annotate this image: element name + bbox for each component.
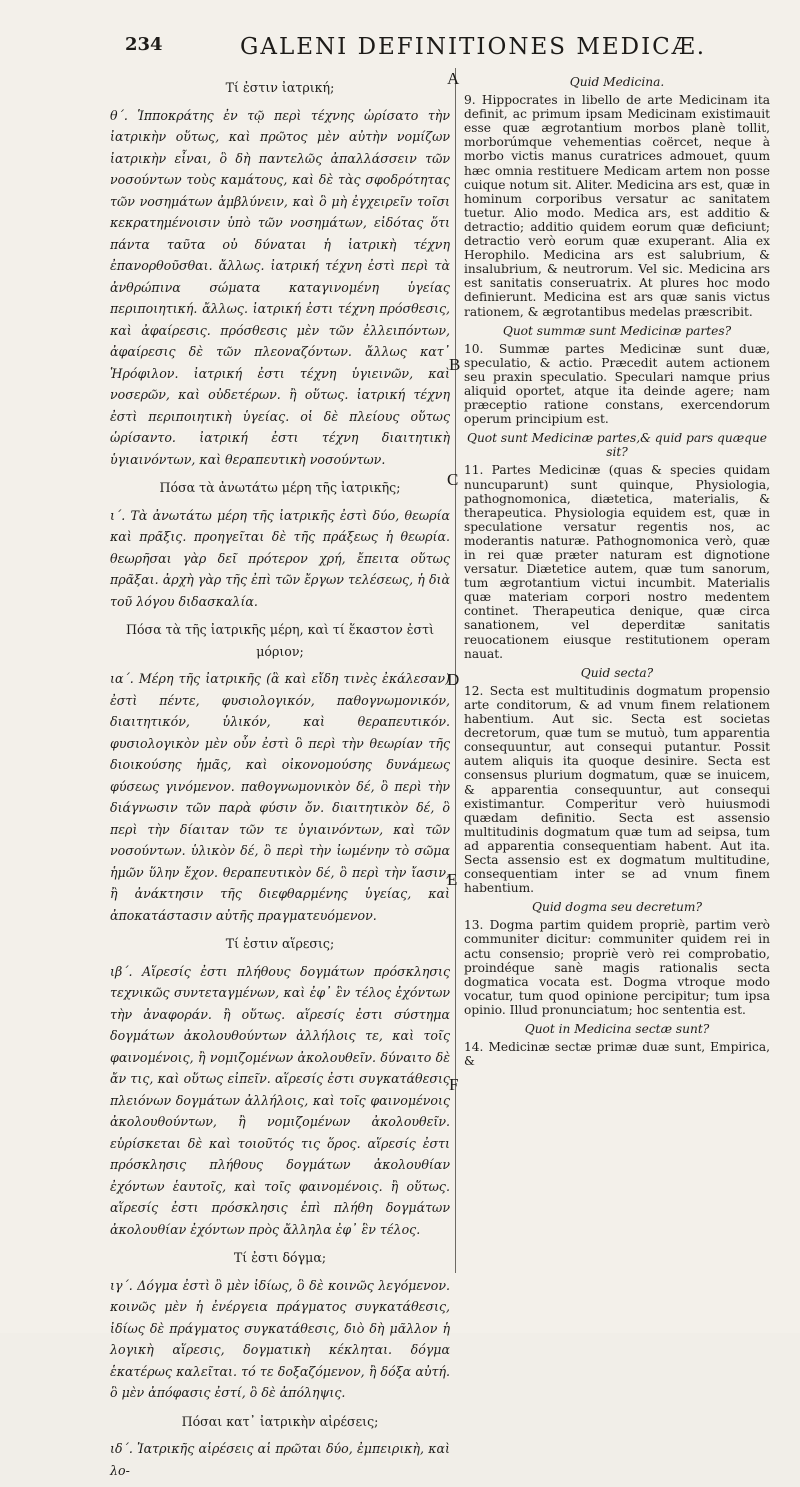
running-title: GALENI DEFINITIONES MEDICÆ. [240, 34, 707, 60]
latin-heading: Quot summæ sunt Medicinæ partes? [502, 323, 732, 338]
greek-heading: Πόσα τὰ ἀνωτάτω μέρη τῆς ἰατρικῆς; [159, 480, 401, 495]
latin-paragraph: 11. Partes Medicinæ (quas & species quidam nuncuparunt) sunt quinque, Physiologia, pathognomonica, diætetica, materialis, & therapeutica. Physiologia equidem est, quæ in speculatione versatur regentis nos, ac moderantis naturæ. Pathognomonica verò, quæ in rei quæ præter naturam est dignotione versatur. Diætetice autem, quæ tum sanorum, tum ægrotantium victui incumbit. Materialis quæ materiam corpori nostro medentem continet. Therapeutica denique, quæ circa sanationem, vel deperditæ sanitatis reuocationem eiusque restitutionem operam nauat. [464, 463, 770, 661]
greek-heading: Πόσαι κατ᾽ ἰατρικὴν αἱρέσεις; [181, 1413, 379, 1429]
latin-paragraph: 10. Summæ partes Medicinæ sunt duæ, speculatio, & actio. Præcedit autem actionem seu praxin speculatio. Speculari namque prius aliquid oportet, atque ita deinde agere; nam præceptio ratione constans, exercendorum operum principium est. [464, 341, 770, 427]
margin-marker-a: A [447, 69, 460, 88]
greek-paragraph: ιβ΄. Αἵρεσίς ἐστι πλήθους δογμάτων πρόσκλησις τεχνικῶς συντεταγμένων, καὶ ἐφ᾽ ἓν τέλος ἐχόντων τὴν ἀναφοράν. ἢ οὕτως. αἵρεσίς ἐστι σύστημα δογμάτων ἀκολουθούντων ἀλλήλοις τε, καὶ τοῖς φαινομένοις, ἢ νομιζομένων ἀκολουθεῖν. δύναιτο δὲ ἄν τις, καὶ οὕτως εἰπεῖν. αἵρεσίς ἐστι συγκατάθεσις πλειόνων δογμάτων ἀλλήλοις, καὶ τοῖς φαινομένοις ἀκολουθούντων, ἢ νομιζομένων ἀκολουθεῖν. εὑρίσκεται δὲ καὶ τοιοῦτός τις ὅρος. αἵρεσίς ἐστι πρόσκλησις πλήθους δογμάτων ἀκολουθίαν ἐχόντων ἑαυτοῖς, καὶ τοῖς φαινομένοις. ἢ οὕτως. αἵρεσίς ἐστι πρόσκλησις ἐπὶ πλήθη δογμάτων ἀκολουθίαν ἐχόντων πρὸς ἄλληλα ἐφ᾽ ἓν τέλος. [110, 963, 450, 1237]
margin-marker-d: D [447, 670, 460, 689]
greek-heading: Τί ἐστιν ἰατρική; [225, 80, 335, 95]
greek-section [110, 619, 450, 926]
latin-paragraph: 9. Hippocrates in libello de arte Medicinam ita definit, ac primum ipsam Medicinam existimauit esse quæ ægrotantium morbos planè tollit, morborúmque vehementias coërcet, neque à morbo victis manus curatrices admouet, quum hæc omnia restituere Medicam artem non posse cuique notum sit. Aliter. Medicina ars est, quæ in hominum corporibus versatur ac sanitatem tuetur. Alio modo. Medica ars, est additio & detractio; additio quidem eorum quæ deficiunt; detractio verò eorum quæ exuperant. Alia ex Herophilo. Medicina ars est salubrium, & insalubrium, & neutrorum. Vel sic. Medicina ars est sanitatis conseruatrix. At plures hoc modo definierunt. Medicina est ars quæ sanis victus rationem, & ægrotantibus medelas præscribit. [464, 93, 770, 319]
greek-section [110, 1247, 450, 1404]
greek-section [110, 1411, 450, 1482]
margin-marker-f: F [449, 1075, 459, 1094]
latin-heading: Quid Medicina. [569, 75, 665, 89]
greek-section [110, 77, 450, 470]
greek-heading: Τί ἐστι δόγμα; [233, 1250, 327, 1265]
latin-section [464, 666, 770, 896]
page-number: 234 [125, 34, 163, 55]
margin-marker-b: B [449, 355, 461, 374]
latin-column [464, 70, 770, 1072]
latin-paragraph: 14. Medicinæ sectæ primæ duæ sunt, Empirica, & [464, 1040, 770, 1069]
greek-paragraph: ιδ΄. Ἰατρικῆς αἱρέσεις αἱ πρῶται δύο, ἐμπειρικὴ, καὶ λο- [110, 1441, 450, 1478]
latin-section [464, 324, 770, 427]
latin-section [464, 900, 770, 1017]
page-header [0, 28, 800, 68]
greek-section [110, 477, 450, 612]
latin-heading: Quid dogma seu decretum? [532, 900, 702, 915]
latin-section [464, 431, 770, 661]
latin-section [464, 75, 770, 319]
latin-section [464, 1022, 770, 1068]
greek-section [110, 933, 450, 1240]
latin-heading: Quid secta? [580, 665, 654, 680]
latin-paragraph: 12. Secta est multitudinis dogmatum propensio arte conditorum, & ad vnum finem relationem habentium. Aut sic. Secta est societas decretorum, quæ tum se mutuò, tum apparentia consequuntur, aut consequi putantur. Possit autem aliquis ita quoque desinire. Secta est consensus plurium dogmatum, quæ se inuicem, & apparentia consequuntur, aut consequi existimantur. Comperitur verò huiusmodi quædam definitio. Secta est assensio multitudinis dogmatum quæ tum ad seipsa, tum ad apparentia consequentiam habent. Aut ita. Secta assensio est ex dogmatum multitudine, consequentiam inter se ad vnum finem habentium. [464, 683, 770, 896]
margin-marker-c: C [447, 470, 459, 489]
greek-paragraph: θ΄. Ἱπποκράτης ἐν τῷ περὶ τέχνης ὡρίσατο τὴν ἰατρικὴν οὕτως, καὶ πρῶτος μὲν αὐτὴν νομίζων ἰατρικὴν εἶναι, ὃ δὴ παντελῶς ἀπαλλάσσειν τῶν νοσούντων τοὺς καμάτους, καὶ δὲ τὰς σφοδρότητας τῶν νοσημάτων ἀμβλύνειν, καὶ ὃ μὴ ἐγχειρεῖν τοῖσι κεκρατημένοισιν ὑπὸ τῶν νοσημάτων, εἰδότας ὅτι πάντα ταῦτα οὐ δύναται ἡ ἰατρικὴ τέχνη ἐπανορθοῦσθαι. ἄλλως. ἰατρική τέχνη ἐστὶ περὶ τὰ ἀνθρώπινα σώματα καταγινομένη ὑγείας περιποιητική. ἄλλως. ἰατρική ἐστι τέχνη πρόσθεσις, καὶ ἀφαίρεσις. πρόσθεσις μὲν τῶν ἐλλειπόντων, ἀφαίρεσις δὲ τῶν πλεοναζόντων. ἄλλως κατ᾽ Ἡρόφιλον. ἰατρική ἐστι τέχνη ὑγιεινῶν, καὶ νοσερῶν, καὶ οὐδετέρων. ἢ οὕτως. ἰατρική τέχνη ἐστὶ περιποιητικὴ ὑγείας. οἱ δὲ πλείους οὕτως ὡρίσαντο. ἰατρική ἐστι τέχνη διαιτητικὴ ὑγιαινόντων, καὶ θεραπευτικὴ νοσούντων. [110, 107, 450, 467]
greek-heading: Τί ἐστιν αἵρεσις; [225, 936, 335, 951]
latin-heading: Quot in Medicina sectæ sunt? [524, 1022, 710, 1036]
greek-paragraph: ια΄. Μέρη τῆς ἰατρικῆς (ἃ καὶ εἴδη τινὲς ἐκάλεσαν) ἐστὶ πέντε, φυσιολογικόν, παθογνωμονικόν, διαιτητικόν, ὑλικόν, καὶ θεραπευτικόν. φυσιολογικὸν μὲν οὖν ἐστὶ ὃ περὶ τὴν θεωρίαν τῆς διοικούσης ἡμᾶς, καὶ οἰκονομούσης δυνάμεως φύσεως γινόμενον. παθογνωμονικὸν δέ, ὃ περὶ τὴν διάγνωσιν τῶν παρὰ φύσιν ὄν. διαιτητικὸν δέ, ὃ περὶ τὴν δίαιταν τῶν τε ὑγιαινόντων, καὶ τῶν νοσούντων. ὑλικὸν δέ, ὃ περὶ τὴν ἰωμένην τὸ σῶμα ἡμῶν ὕλην ἔχον. θεραπευτικὸν δέ, ὃ περὶ τὴν ἴασιν, ἢ ἀνάκτησιν τῆς διεφθαρμένης ὑγείας, καὶ ἀποκατάστασιν αὐτῆς πραγματευόμενον. [110, 671, 450, 923]
greek-column [110, 70, 450, 1487]
latin-heading: Quot sunt Medicinæ partes,& quid pars quæque sit? [466, 431, 768, 460]
greek-paragraph: ι΄. Τὰ ἀνωτάτω μέρη τῆς ἰατρικῆς ἐστὶ δύο, θεωρία καὶ πρᾶξις. προηγεῖται δὲ τῆς πράξεως ἡ θεωρία. θεωρῆσαι γὰρ δεῖ πρότερον χρή, ἔπειτα οὕτως πρᾶξαι. ἀρχὴ γὰρ τῆς ἐπὶ τῶν ἔργων τελέσεως, ἡ διὰ τοῦ λόγου διδασκαλία. [110, 507, 450, 609]
margin-marker-e: E [447, 870, 458, 889]
latin-paragraph: 13. Dogma partim quidem propriè, partim verò communiter dicitur: communiter quidem rei in actu consensio; propriè verò rei comprobatio, proindéque sanè magis rationalis secta dogmatica vocata est. Dogma vtroque modo vocatur, tum quod opinione percipitur; tum ipsa opinio. Illud pronunciatum; hoc sententia est. [464, 918, 770, 1017]
greek-heading: Πόσα τὰ τῆς ἰατρικῆς μέρη, καὶ τί ἕκαστον ἐστὶ μόριον; [125, 622, 435, 659]
greek-paragraph: ιγ΄. Δόγμα ἐστὶ ὃ μὲν ἰδίως, ὃ δὲ κοινῶς λεγόμενον. κοινῶς μὲν ἡ ἐνέργεια πράγματος συγκατάθεσις, ἰδίως δὲ πράγματος συγκατάθεσις, διὸ δὴ μᾶλλον ἡ λογικὴ αἵρεσις, δογματικὴ κέκληται. δόγμα ἑκατέρως καλεῖται. τό τε δοξαζόμενον, ἢ δόξα αὐτή. ὃ μὲν ἀπόφασις ἐστί, ὃ δὲ ἀπόληψις. [110, 1277, 450, 1400]
